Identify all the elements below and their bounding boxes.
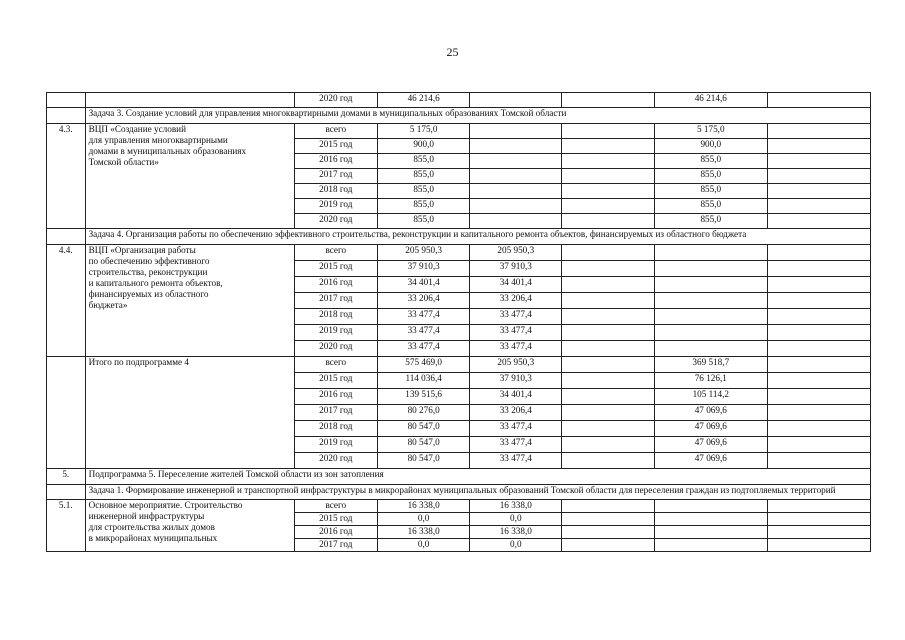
total-cell: 37 910,3: [378, 261, 470, 277]
regional-cell: 47 069,6: [654, 405, 768, 421]
year-cell: 2015 год: [294, 373, 378, 389]
regional-cell: [654, 245, 768, 261]
federal-cell: 37 910,3: [470, 261, 562, 277]
item-name-line: для управления многоквартирными: [88, 135, 228, 145]
source2-cell: [562, 526, 654, 539]
total-cell: 46 214,6: [378, 93, 470, 108]
source2-cell: [562, 184, 654, 199]
empty-cell: [47, 108, 86, 124]
year-cell: 2020 год: [294, 453, 378, 469]
federal-cell: [470, 169, 562, 184]
other-cell: [768, 139, 871, 154]
other-cell: [768, 245, 871, 261]
source2-cell: [562, 513, 654, 526]
year-cell: всего: [294, 357, 378, 373]
federal-cell: [470, 199, 562, 214]
regional-cell: 855,0: [654, 169, 768, 184]
federal-cell: 34 401,4: [470, 277, 562, 293]
table-row: [47, 357, 871, 373]
other-cell: [768, 373, 871, 389]
year-cell: 2019 год: [294, 437, 378, 453]
federal-cell: 33 206,4: [470, 405, 562, 421]
year-cell: 2016 год: [294, 277, 378, 293]
federal-cell: [470, 124, 562, 139]
budget-table: [46, 92, 871, 552]
regional-cell: 47 069,6: [654, 421, 768, 437]
year-cell: 2015 год: [294, 261, 378, 277]
regional-cell: 47 069,6: [654, 437, 768, 453]
item-name-line: ВЦП «Организация работы: [88, 245, 196, 255]
year-cell: 2016 год: [294, 526, 378, 539]
regional-cell: 5 175,0: [654, 124, 768, 139]
other-cell: [768, 389, 871, 405]
federal-cell: 16 338,0: [470, 526, 562, 539]
year-cell: 2020 год: [294, 214, 378, 229]
other-cell: [768, 341, 871, 357]
source2-cell: [562, 389, 654, 405]
total-cell: 5 175,0: [378, 124, 470, 139]
regional-cell: 47 069,6: [654, 453, 768, 469]
other-cell: [768, 526, 871, 539]
task-title-row: [47, 108, 871, 124]
other-cell: [768, 214, 871, 229]
regional-cell: [654, 309, 768, 325]
source2-cell: [562, 325, 654, 341]
table-row: [47, 93, 871, 108]
year-cell: 2017 год: [294, 293, 378, 309]
budget-table-body: [47, 93, 871, 552]
item-name-line: для строительства жилых домов: [88, 522, 215, 532]
source2-cell: [562, 154, 654, 169]
total-cell: 205 950,3: [378, 245, 470, 261]
year-cell: всего: [294, 124, 378, 139]
total-cell: 0,0: [378, 513, 470, 526]
source2-cell: [562, 453, 654, 469]
task-title-cell: Задача 4. Организация работы по обеспечению эффективного строительства, реконструкции и капитального ремонта объектов, финансируемых из областного бюджета: [85, 229, 870, 245]
total-cell: 139 515,6: [378, 389, 470, 405]
year-cell: 2020 год: [294, 341, 378, 357]
page-number: 25: [446, 45, 459, 59]
regional-cell: 855,0: [654, 154, 768, 169]
regional-cell: 855,0: [654, 199, 768, 214]
total-cell: 855,0: [378, 169, 470, 184]
item-name-line: домами в муниципальных образованиях: [88, 146, 247, 156]
federal-cell: 33 477,4: [470, 437, 562, 453]
subprogram-title-cell: Подпрограмма 5. Переселение жителей Томской области из зон затопления: [85, 469, 870, 485]
other-cell: [768, 405, 871, 421]
other-cell: [768, 539, 871, 552]
table-row: [47, 124, 871, 139]
total-cell: 575 469,0: [378, 357, 470, 373]
year-cell: 2015 год: [294, 513, 378, 526]
total-cell: 855,0: [378, 214, 470, 229]
other-cell: [768, 261, 871, 277]
year-cell: 2018 год: [294, 309, 378, 325]
subprogram-number-cell: 5.: [47, 469, 86, 485]
total-cell: 34 401,4: [378, 277, 470, 293]
total-cell: 80 547,0: [378, 437, 470, 453]
federal-cell: [470, 214, 562, 229]
item-name-line: в микрорайонах муниципальных: [88, 533, 218, 543]
regional-cell: 105 114,2: [654, 389, 768, 405]
regional-cell: 76 126,1: [654, 373, 768, 389]
total-cell: 0,0: [378, 539, 470, 552]
federal-cell: [470, 184, 562, 199]
source2-cell: [562, 277, 654, 293]
total-cell: 855,0: [378, 199, 470, 214]
year-cell: 2018 год: [294, 184, 378, 199]
year-cell: всего: [294, 245, 378, 261]
source2-cell: [562, 357, 654, 373]
federal-cell: 33 477,4: [470, 453, 562, 469]
subtotal-label-cell: Итого по подпрограмме 4: [85, 357, 294, 469]
other-cell: [768, 357, 871, 373]
year-cell: 2019 год: [294, 199, 378, 214]
federal-cell: 33 477,4: [470, 341, 562, 357]
total-cell: 114 036,4: [378, 373, 470, 389]
source2-cell: [562, 124, 654, 139]
regional-cell: [654, 513, 768, 526]
total-cell: 16 338,0: [378, 526, 470, 539]
source2-cell: [562, 421, 654, 437]
item-name-cell: [85, 124, 294, 229]
year-cell: 2020 год: [294, 93, 378, 108]
source2-cell: [562, 93, 654, 108]
regional-cell: [654, 500, 768, 513]
item-name-line: и капитального ремонта объектов,: [88, 278, 223, 288]
source2-cell: [562, 500, 654, 513]
year-cell: 2016 год: [294, 389, 378, 405]
other-cell: [768, 421, 871, 437]
regional-cell: [654, 277, 768, 293]
year-cell: 2017 год: [294, 539, 378, 552]
other-cell: [768, 184, 871, 199]
source2-cell: [562, 169, 654, 184]
total-cell: 16 338,0: [378, 500, 470, 513]
federal-cell: 205 950,3: [470, 245, 562, 261]
federal-cell: 34 401,4: [470, 389, 562, 405]
other-cell: [768, 513, 871, 526]
regional-cell: [654, 539, 768, 552]
total-cell: 80 276,0: [378, 405, 470, 421]
empty-cell: [47, 485, 86, 500]
year-cell: 2016 год: [294, 154, 378, 169]
federal-cell: 205 950,3: [470, 357, 562, 373]
federal-cell: 33 206,4: [470, 293, 562, 309]
empty-cell: [47, 357, 86, 469]
source2-cell: [562, 373, 654, 389]
federal-cell: [470, 139, 562, 154]
total-cell: 855,0: [378, 184, 470, 199]
year-cell: 2017 год: [294, 169, 378, 184]
total-cell: 900,0: [378, 139, 470, 154]
regional-cell: 46 214,6: [654, 93, 768, 108]
year-cell: всего: [294, 500, 378, 513]
task-title-cell: Задача 3. Создание условий для управления многоквартирными домами в муниципальных образованиях Томской области: [85, 108, 870, 124]
item-name-line: ВЦП «Создание условий: [88, 124, 187, 134]
other-cell: [768, 199, 871, 214]
task-title-cell: Задача 1. Формирование инженерной и транспортной инфраструктуры в микрорайонах муниципальных образований Томской области для переселения граждан из подтопляемых территорий: [85, 485, 870, 500]
other-cell: [768, 437, 871, 453]
empty-cell: [47, 93, 86, 108]
empty-cell: [85, 93, 294, 108]
empty-cell: [47, 229, 86, 245]
source2-cell: [562, 309, 654, 325]
other-cell: [768, 293, 871, 309]
other-cell: [768, 124, 871, 139]
other-cell: [768, 325, 871, 341]
total-cell: 80 547,0: [378, 421, 470, 437]
other-cell: [768, 277, 871, 293]
item-name-line: бюджета»: [88, 300, 128, 310]
regional-cell: [654, 325, 768, 341]
source2-cell: [562, 245, 654, 261]
federal-cell: [470, 154, 562, 169]
source2-cell: [562, 139, 654, 154]
source2-cell: [562, 341, 654, 357]
total-cell: 33 477,4: [378, 309, 470, 325]
task-title-row: [47, 485, 871, 500]
item-name-line: Томской области»: [88, 157, 159, 167]
federal-cell: 16 338,0: [470, 500, 562, 513]
other-cell: [768, 154, 871, 169]
year-cell: 2019 год: [294, 325, 378, 341]
regional-cell: 900,0: [654, 139, 768, 154]
regional-cell: 855,0: [654, 184, 768, 199]
federal-cell: [470, 93, 562, 108]
item-name-line: инженерной инфраструктуры: [88, 511, 205, 521]
source2-cell: [562, 261, 654, 277]
federal-cell: 0,0: [470, 539, 562, 552]
item-name-cell: [85, 245, 294, 357]
other-cell: [768, 309, 871, 325]
year-cell: 2017 год: [294, 405, 378, 421]
regional-cell: [654, 293, 768, 309]
source2-cell: [562, 539, 654, 552]
source2-cell: [562, 214, 654, 229]
other-cell: [768, 500, 871, 513]
item-name-line: по обеспечению эффективного: [88, 256, 210, 266]
total-cell: 33 206,4: [378, 293, 470, 309]
item-number-cell: 4.4.: [47, 245, 86, 357]
regional-cell: 369 518,7: [654, 357, 768, 373]
total-cell: 855,0: [378, 154, 470, 169]
table-row: [47, 500, 871, 513]
total-cell: 33 477,4: [378, 341, 470, 357]
other-cell: [768, 93, 871, 108]
source2-cell: [562, 437, 654, 453]
source2-cell: [562, 293, 654, 309]
year-cell: 2018 год: [294, 421, 378, 437]
item-name-line: финансируемых из областного: [88, 289, 209, 299]
source2-cell: [562, 199, 654, 214]
federal-cell: 33 477,4: [470, 421, 562, 437]
subprogram-row: [47, 469, 871, 485]
other-cell: [768, 169, 871, 184]
federal-cell: 0,0: [470, 513, 562, 526]
item-number-cell: 4.3.: [47, 124, 86, 229]
regional-cell: [654, 526, 768, 539]
year-cell: 2015 год: [294, 139, 378, 154]
regional-cell: 855,0: [654, 214, 768, 229]
item-name-line: строительства, реконструкции: [88, 267, 208, 277]
total-cell: 33 477,4: [378, 325, 470, 341]
federal-cell: 33 477,4: [470, 325, 562, 341]
other-cell: [768, 453, 871, 469]
item-number-cell: 5.1.: [47, 500, 86, 552]
regional-cell: [654, 341, 768, 357]
federal-cell: 33 477,4: [470, 309, 562, 325]
total-cell: 80 547,0: [378, 453, 470, 469]
task-title-row: [47, 229, 871, 245]
federal-cell: 37 910,3: [470, 373, 562, 389]
item-name-line: Основное мероприятие. Строительство: [88, 500, 243, 510]
item-name-cell: [85, 500, 294, 552]
table-row: [47, 245, 871, 261]
regional-cell: [654, 261, 768, 277]
source2-cell: [562, 405, 654, 421]
